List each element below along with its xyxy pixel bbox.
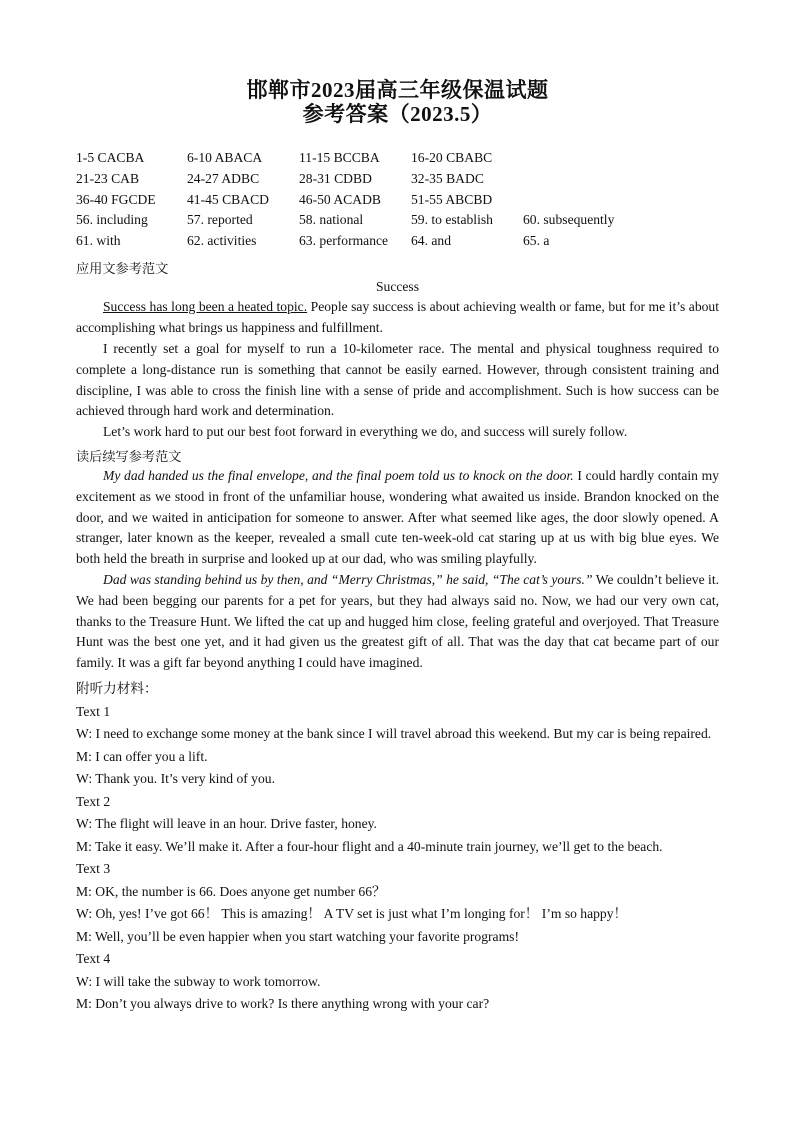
writing-heading: 应用文参考范文	[76, 261, 169, 276]
dialog-line: M: Don’t you always drive to work? Is there anything wrong with your car?	[76, 996, 490, 1011]
answer-key	[76, 150, 719, 254]
answer-cell: 65. a	[523, 233, 550, 249]
essay-paragraph-3: Let’s work hard to put our best foot forward in everything we do, and success will surely follow.	[103, 424, 628, 439]
listening-section	[76, 678, 719, 1016]
answer-row	[76, 150, 719, 171]
answer-row	[76, 233, 719, 254]
listening-heading: 附听力材料：	[76, 681, 158, 696]
answer-cell: 57. reported	[187, 212, 253, 228]
continuation-paragraph-2-text: We couldn’t believe it. We had been begging our parents for a pet for years, but they had always said no. Now, we had our very own cat, thanks to the Treasure Hunt. We lifted the cat up and hugged him close, feeling grateful and overjoyed. That Treasure Hunt was the best one yet, and it had given us the greatest gift of all. That was the day that cat became part of our family. It was a gift far beyond anything I could have imagined.	[76, 572, 719, 671]
answer-row	[76, 192, 719, 213]
dialog-line: W: The flight will leave in an hour. Drive faster, honey.	[76, 816, 377, 831]
answer-cell: 64. and	[411, 233, 452, 249]
text-label: Text 4	[76, 951, 111, 966]
answer-cell: 51-55 ABCBD	[411, 191, 493, 207]
answer-cell: 1-5 CACBA	[76, 150, 145, 165]
essay-title: Success	[375, 279, 420, 294]
dialog-line: W: I need to exchange some money at the bank since I will travel abroad this weekend. But my car is being repaired.	[76, 726, 712, 741]
dialog-line: M: OK, the number is 66. Does anyone get number 66？	[76, 883, 386, 899]
answer-cell: 24-27 ADBC	[187, 170, 260, 186]
answer-cell: 62. activities	[187, 233, 257, 249]
answer-cell: 61. with	[76, 233, 121, 249]
essay-topic-sentence: Success has long been a heated topic.	[103, 299, 308, 314]
answer-cell: 21-23 CAB	[76, 170, 140, 186]
page-title: 邯郸市2023届高三年级保温试题	[246, 78, 549, 102]
text-label: Text 2	[76, 793, 111, 809]
continuation-opening-1: My dad handed us the final envelope, and the final poem told us to knock on the door.	[103, 468, 574, 483]
text-label: Text 1	[76, 703, 111, 719]
answer-cell: 32-35 BADC	[411, 170, 484, 186]
dialog-line: W: I will take the subway to work tomorrow.	[76, 973, 321, 989]
dialog-line: M: Well, you’ll be even happier when you start watching your favorite programs!	[76, 928, 519, 944]
page-subtitle: 参考答案（2023.5）	[302, 102, 493, 126]
dialog-line: M: Take it easy. We’ll make it. After a four-hour flight and a 40-minute train journey, we’ll get to the beach.	[76, 838, 663, 854]
answer-cell: 60. subsequently	[523, 212, 615, 228]
dialog-line: W: Oh, yes! I’ve got 66！ This is amazing！ A TV set is just what I’m longing for！ I’m so happy！	[76, 906, 628, 921]
continuation-heading: 读后续写参考范文	[76, 449, 182, 464]
answer-row	[76, 212, 719, 233]
answer-cell: 36-40 FGCDE	[76, 191, 156, 207]
essay-paragraph-1	[76, 297, 719, 339]
answer-cell: 56. including	[76, 212, 148, 228]
text-label: Text 3	[76, 861, 111, 876]
continuation-opening-2: Dad was standing behind us by then, and “Merry Christmas,” he said, “The cat’s yours.”	[103, 572, 593, 587]
dialog-line: W: Thank you. It’s very kind of you.	[76, 771, 275, 786]
answer-cell: 58. national	[299, 212, 364, 228]
answer-row	[76, 171, 719, 192]
answer-cell: 6-10 ABACA	[187, 150, 263, 165]
essay-paragraph-2: I recently set a goal for myself to run a 10-kilometer race. The mental and physical toughness required to complete a long-distance run is something that cannot be easily earned. However, through consistent training and discipline, I was able to cross the finish line with a sense of pride and accomplishment. Such is how success can be achieved through hard work and determination.	[76, 341, 719, 419]
answer-cell: 16-20 CBABC	[411, 150, 493, 165]
continuation-paragraph-1	[76, 466, 719, 570]
answer-cell: 11-15 BCCBA	[299, 150, 380, 165]
dialog-line: M: I can offer you a lift.	[76, 748, 208, 764]
answer-cell: 59. to establish	[411, 212, 493, 228]
continuation-paragraph-1-text: I could hardly contain my excitement as we stood in front of the unfamiliar house, wondering what awaited us inside. Brandon knocked on the door, and we waited in anticipation for someone to answer. After what seemed like ages, the door slowly opened. A stranger, later known as the keeper, revealed a small cute ten-week-old cat staring up at us with big blue eyes. We both held the breath in surprise and looked up at our dad, who was smiling playfully.	[76, 468, 719, 567]
answer-cell: 63. performance	[299, 233, 389, 249]
answer-cell: 41-45 CBACD	[187, 191, 269, 207]
answer-cell: 46-50 ACADB	[299, 191, 381, 207]
essay-paragraph-1-text: People say success is about achieving wealth or fame, but for me it’s about accomplishing what brings us happiness and fulfillment.	[76, 299, 719, 335]
continuation-paragraph-2	[76, 570, 719, 674]
answer-cell: 28-31 CDBD	[299, 170, 372, 186]
